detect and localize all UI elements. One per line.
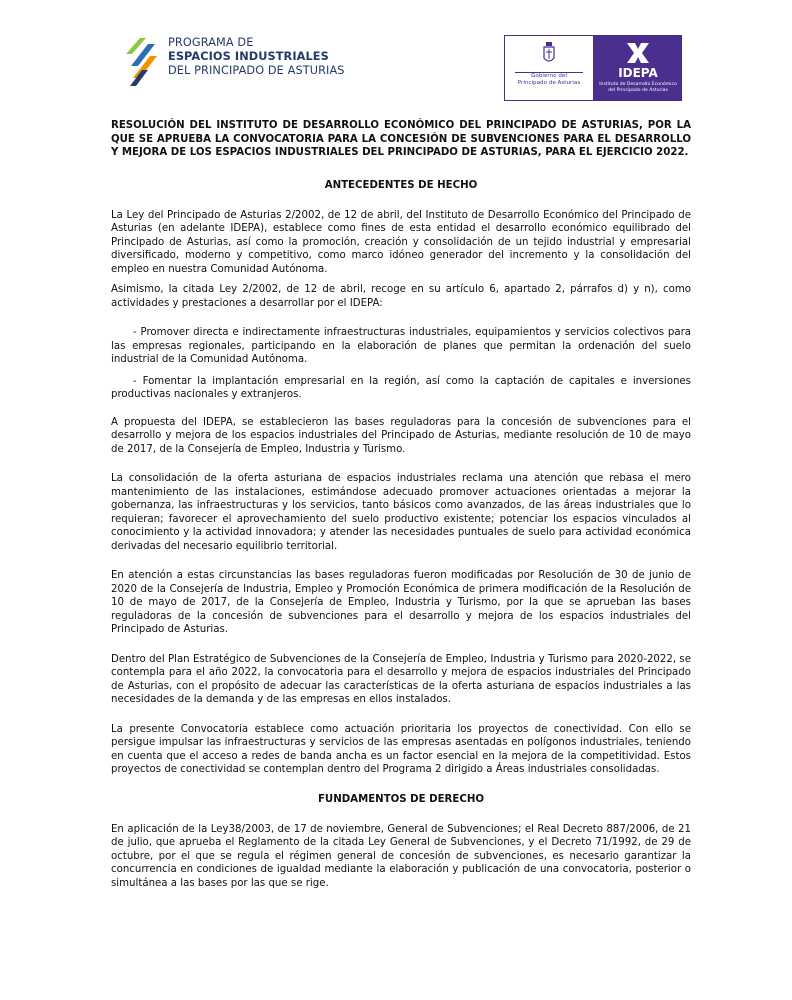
document-body xyxy=(111,119,691,897)
idepa-logo-name: IDEPA xyxy=(618,66,658,80)
section-heading-fundamentos: FUNDAMENTOS DE DERECHO xyxy=(317,793,485,805)
paragraph: La Ley del Principado de Asturias 2/2002, de 12 de abril, del Instituto de Desarrollo Económico del Principado de Asturias (en adelante IDEPA), establece como fines de esta entidad el desarrollo económico equilibrado del Principado de Asturias, así como la promoción, creación y consolidación de un tejido industrial y empresarial diversificado, moderno y competitivo, como marco idóneo generador del incremento y la consolidación del empleo en nuestra Comunidad Autónoma. xyxy=(111,209,691,275)
gov-logo-line1: Gobierno del xyxy=(531,73,567,79)
gov-logo-line2: Principado de Asturias xyxy=(517,80,581,86)
document-title: RESOLUCIÓN DEL INSTITUTO DE DESARROLLO ECONÓMICO DEL PRINCIPADO DE ASTURIAS, POR LA QUE SE APRUEBA LA CONVOCATORIA PARA LA CONCESIÓN DE SUBVENCIONES PARA EL DESARROLLO Y MEJORA DE LOS ESPACIOS INDUSTRIALES DEL PRINCIPADO DE ASTURIAS, PARA EL EJERCICIO 2022. xyxy=(111,120,691,158)
paragraph: En atención a estas circunstancias las bases reguladoras fueron modificadas por Resolución de 30 de junio de 2020 de la Consejería de Industria, Empleo y Promoción Económica de primera modificación de la Resolución de 10 de mayo de 2017, de la Consejería de Empleo, Industria y Turismo, por la que se aprueban las bases reguladoras de la concesión de subvenciones para el desarrollo y mejora de los espacios industriales del Principado de Asturias. xyxy=(111,570,691,635)
program-logo-text xyxy=(168,36,345,78)
idepa-logo-sub-line2: del Principado de Asturias xyxy=(608,87,668,93)
section-heading-antecedentes: ANTECEDENTES DE HECHO xyxy=(324,179,478,191)
institution-logos xyxy=(504,35,682,101)
program-logo-line1: PROGRAMA DE xyxy=(168,36,254,49)
idepa-logo-sub-line1: Instituto de Desarrollo Económico xyxy=(599,82,677,87)
paragraph: Asimismo, la citada Ley 2/2002, de 12 de abril, recoge en su artículo 6, apartado 2, párrafos d) y n), como actividades y prestaciones a desarrollar por el IDEPA: xyxy=(111,284,691,309)
coat-of-arms-icon xyxy=(543,42,555,68)
program-logo-line2: ESPACIOS INDUSTRIALES xyxy=(168,50,329,63)
gov-logo xyxy=(504,35,594,101)
list-item: - Fomentar la implantación empresarial en la región, así como la captación de capitales e inversiones productivas nacionales y extranjeros. xyxy=(111,375,691,400)
idepa-symbol-icon xyxy=(627,43,649,63)
gov-logo-text xyxy=(505,73,593,87)
list-item: - Promover directa e indirectamente infraestructuras industriales, equipamientos y servicios colectivos para las empresas regionales, participando en la elaboración de planes que permitan la ordenación del suelo industrial de la Comunidad Autónoma. xyxy=(111,327,691,365)
paragraph: A propuesta del IDEPA, se establecieron las bases reguladoras para la concesión de subvenciones para el desarrollo y mejora de los espacios industriales del Principado de Asturias, mediante resolución de 10 de mayo de 2017, de la Consejería de Empleo, Industria y Turismo. xyxy=(111,416,691,455)
program-logo-icon xyxy=(122,36,162,88)
idepa-logo xyxy=(594,35,682,101)
program-logo-line3: DEL PRINCIPADO DE ASTURIAS xyxy=(168,64,345,77)
paragraph: En aplicación de la Ley38/2003, de 17 de noviembre, General de Subvenciones; el Real Decreto 887/2006, de 21 de julio, que aprueba el Reglamento de la citada Ley General de Subvenciones, y el Decreto 71/1992, de 29 de octubre, por el que se regula el régimen general de concesión de subvenciones, es necesario garantizar la concurrencia en condiciones de igualdad mediante la elaboración y publicación de una convocatoria, posterior o simultánea a las bases por las que se rige. xyxy=(111,823,691,889)
paragraph: La presente Convocatoria establece como actuación prioritaria los proyectos de conectividad. Con ello se persigue impulsar las infraestructuras y servicios de las empresas asentadas en polígonos industriales, teniendo en cuenta que el acceso a redes de banda ancha es un factor esencial en la mejora de la competitividad. Estos proyectos de conectividad se contemplan dentro del Programa 2 dirigido a Áreas industriales consolidadas. xyxy=(111,723,691,775)
idepa-logo-subtitle xyxy=(598,82,678,93)
paragraph: La consolidación de la oferta asturiana de espacios industriales reclama una atención que rebasa el mero mantenimiento de las instalaciones, estimándose adecuado promover actuaciones orientadas a mejorar la gobernanza, las infraestructuras y los servicios, tanto básicos como avanzados, de las áreas industriales que lo requieran; favorecer el aprovechamiento del suelo productivo existente; potenciar los espacios vinculados al conocimiento y la actividad innovadora; y atender las necesidades puntuales de suelo para actividad económica derivadas del necesario equilibrio territorial. xyxy=(111,473,691,552)
paragraph: Dentro del Plan Estratégico de Subvenciones de la Consejería de Empleo, Industria y Turismo para 2020-2022, se contempla para el año 2022, la convocatoria para el desarrollo y mejora de espacios industriales del Principado de Asturias, con el propósito de adecuar las características de la oferta asturiana de espacios industriales a las necesidades de la demanda y de las empresas en ellos instalados. xyxy=(111,653,691,705)
page-header xyxy=(0,0,792,110)
program-logo xyxy=(122,36,362,92)
